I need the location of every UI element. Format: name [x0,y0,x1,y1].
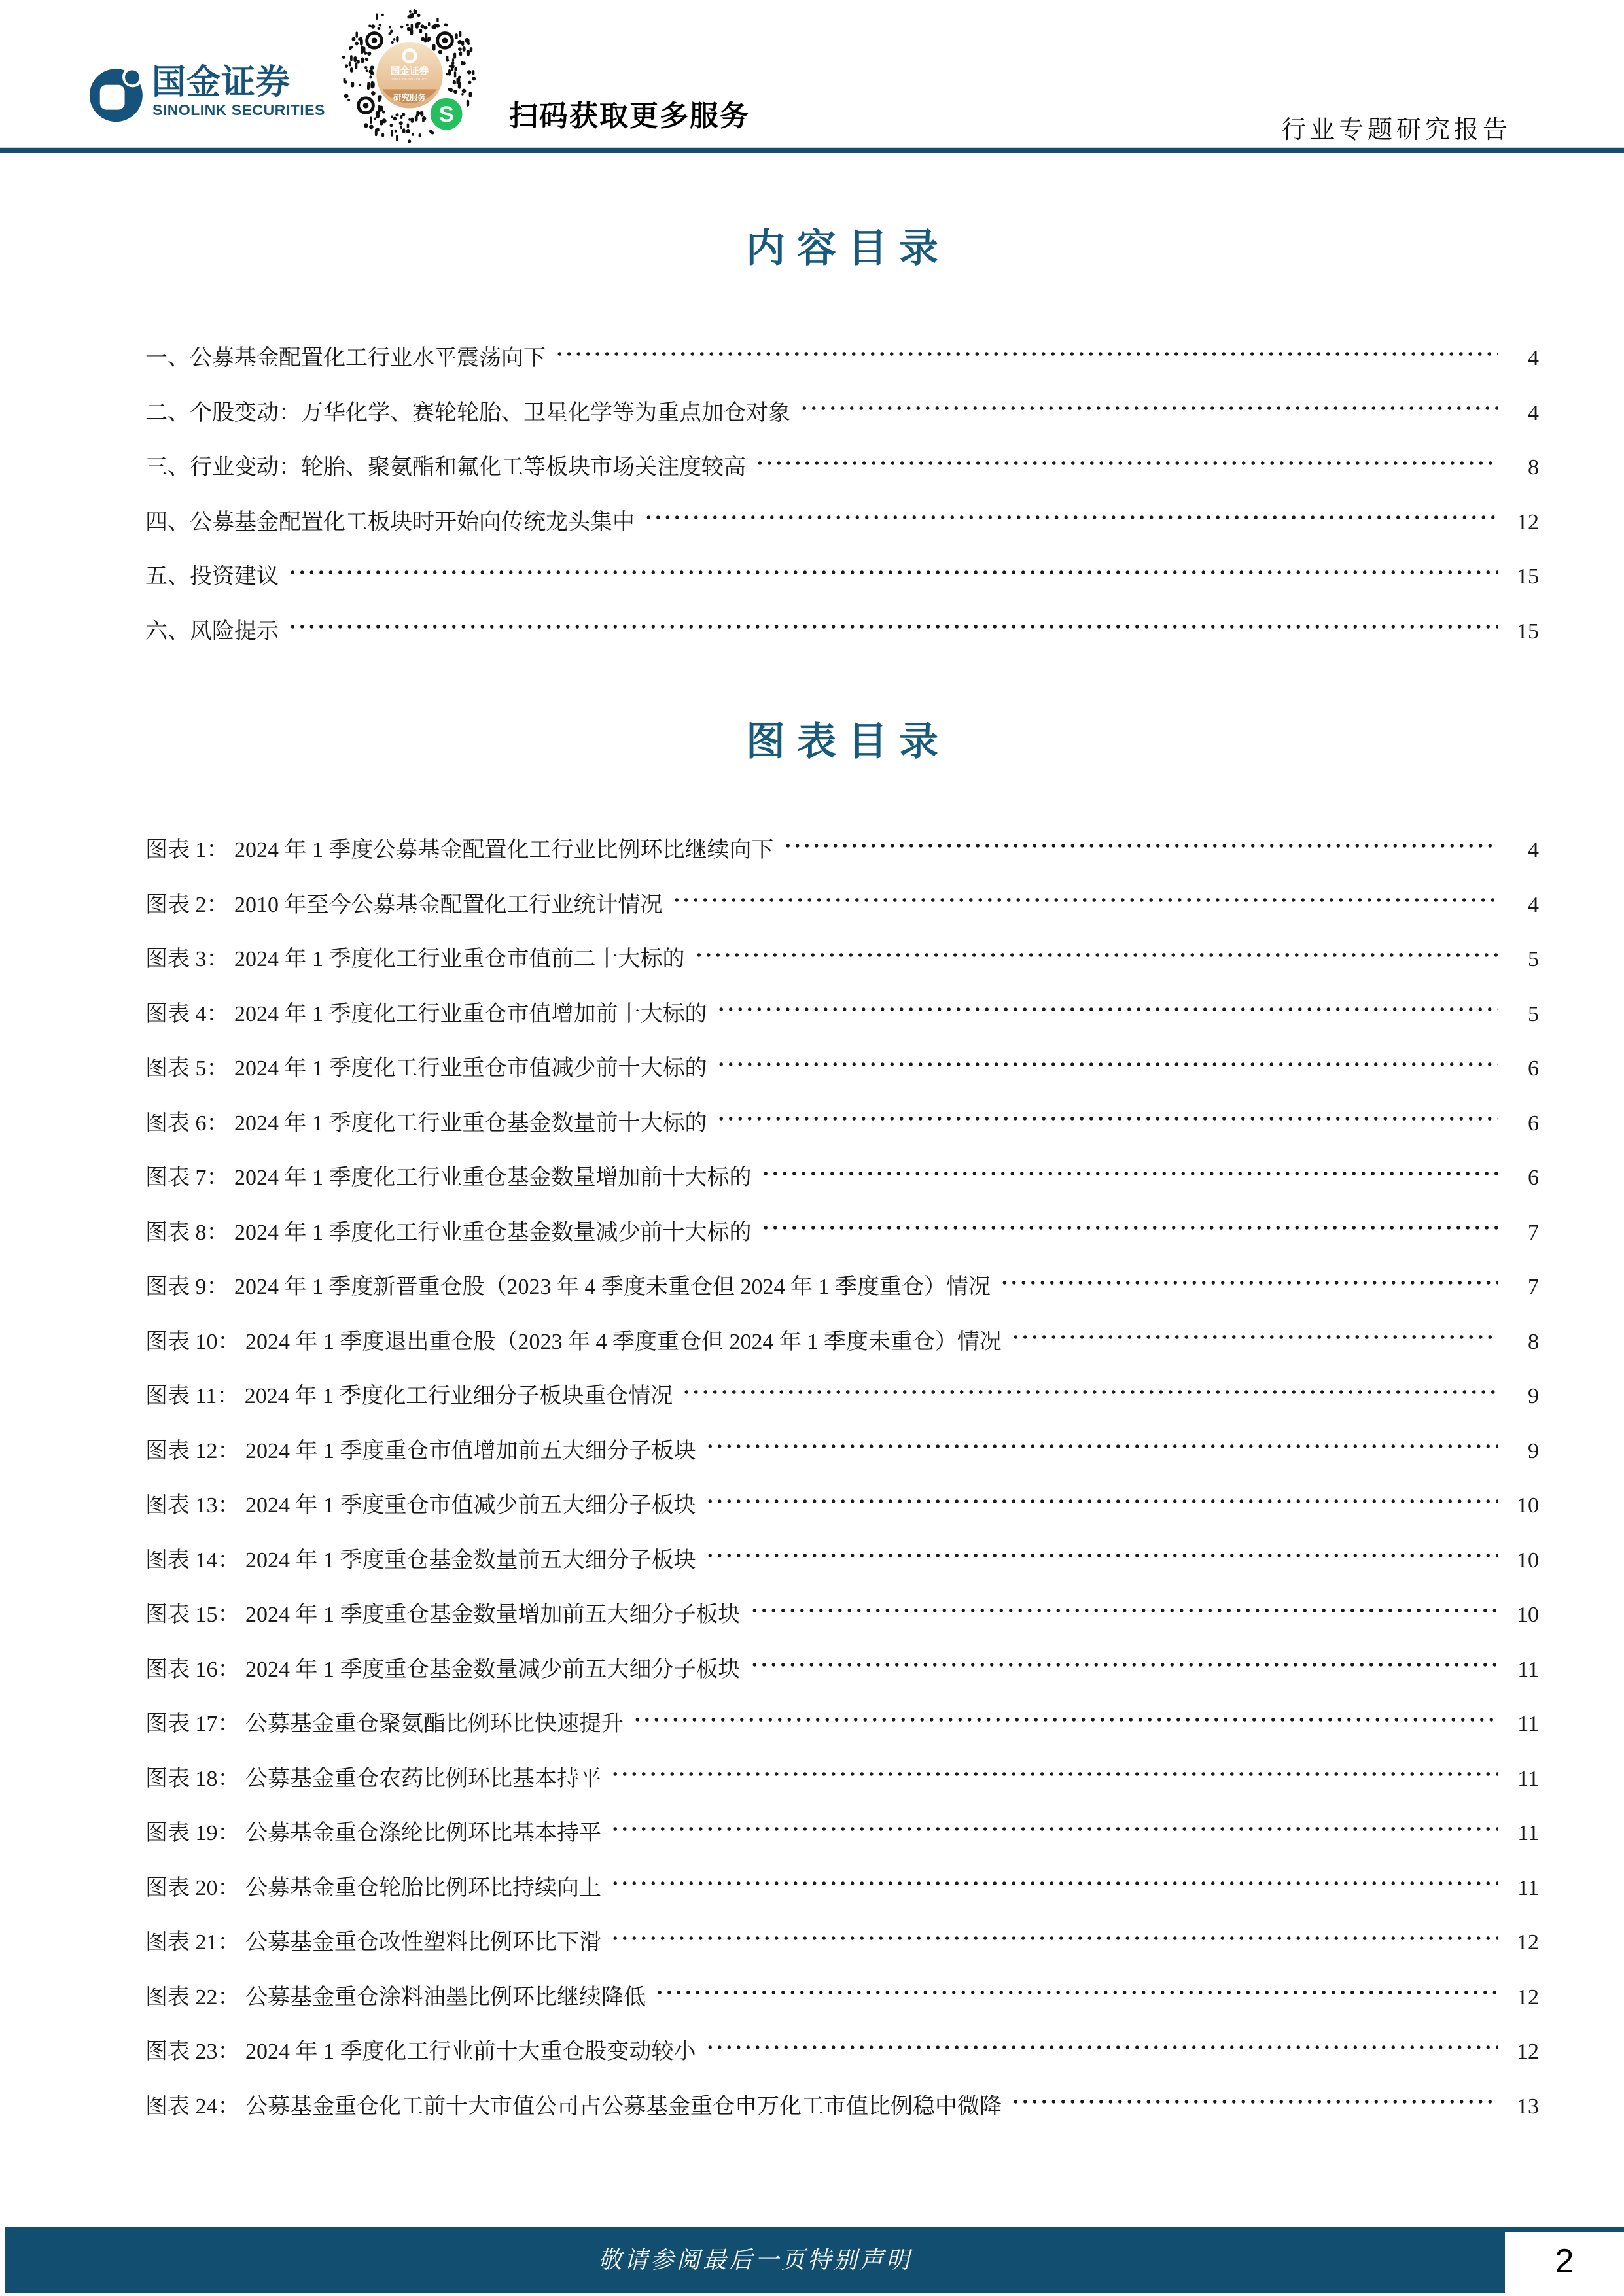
dotted-leader [755,459,1498,467]
toc-entry[interactable] [145,327,1539,382]
entry-page-number: 6 [1528,1166,1539,1191]
figure-entry[interactable] [145,1037,1539,1092]
entry-label: 图表 23： 2024 年 1 季度化工行业前十大重仓股变动较小 [145,2040,696,2064]
dotted-leader [288,568,1498,576]
qr-center-badge [376,42,443,109]
svg-text:研究服务: 研究服务 [393,93,426,103]
figure-entry[interactable] [145,1365,1539,1420]
dotted-leader [655,1989,1498,1996]
dotted-leader [705,1442,1499,1450]
page-number-box [1505,2227,1624,2293]
entry-label: 图表 12： 2024 年 1 季度重仓市值增加前五大细分子板块 [145,1438,696,1463]
dotted-leader [633,1716,1498,1724]
footer-bar [5,2227,1505,2293]
entry-label: 六、风险提示 [145,619,279,644]
dotted-leader [610,1770,1498,1778]
entry-page-number: 5 [1528,947,1539,972]
figure-entry[interactable] [145,2076,1539,2131]
dotted-leader [800,404,1498,412]
svg-text:S: S [438,102,454,128]
entry-label: 四、公募基金配置化工板块时开始向传统龙头集中 [145,510,635,534]
entry-label: 图表 14： 2024 年 1 季度重仓基金数量前五大细分子板块 [145,1548,696,1573]
figure-entry[interactable] [145,983,1539,1038]
dotted-leader [610,1879,1498,1887]
entry-page-number: 5 [1528,1001,1539,1026]
contents-list [145,327,1539,655]
entry-label: 图表 21： 公募基金重仓改性塑料比例环比下滑 [145,1930,601,1955]
entry-label: 图表 15： 2024 年 1 季度重仓基金数量增加前五大细分子板块 [145,1603,741,1627]
entry-page-number: 4 [1528,838,1539,863]
entry-page-number: 12 [1517,2040,1539,2064]
entry-label: 一、公募基金配置化工行业水平震荡向下 [145,346,546,371]
figure-entry[interactable] [145,1584,1539,1639]
footer-disclaimer: 敬请参阅最后一页特别声明 [597,2247,912,2273]
entry-page-number: 9 [1528,1384,1539,1409]
entry-page-number: 15 [1517,565,1539,589]
entry-label: 图表 17： 公募基金重仓聚氨酯比例环比快速提升 [145,1712,624,1737]
entry-page-number: 4 [1528,346,1539,371]
entry-label: 三、行业变动：轮胎、聚氨酯和氟化工等板块市场关注度较高 [145,455,746,480]
dotted-leader [555,350,1498,358]
dotted-leader [288,623,1498,631]
entry-label: 图表 13： 2024 年 1 季度重仓市值减少前五大细分子板块 [145,1493,696,1518]
header-divider [0,148,1624,153]
entry-label: 图表 8： 2024 年 1 季度化工行业重仓基金数量减少前十大标的 [145,1220,752,1245]
entry-page-number: 10 [1517,1603,1539,1627]
entry-page-number: 7 [1528,1220,1539,1245]
entry-page-number: 11 [1517,1766,1539,1791]
entry-page-number: 8 [1528,1329,1539,1354]
entry-label: 图表 24： 公募基金重仓化工前十大市值公司占公募基金重仓申万化工市值比例稳中微降 [145,2094,1002,2119]
entry-label: 图表 11： 2024 年 1 季度化工行业细分子板块重仓情况 [145,1384,673,1409]
dotted-leader [705,2044,1499,2051]
figure-entry[interactable] [145,1693,1539,1748]
entry-label: 图表 5： 2024 年 1 季度化工行业重仓市值减少前十大标的 [145,1056,707,1081]
toc-entry[interactable] [145,436,1539,491]
dotted-leader [705,1552,1499,1559]
figure-entry[interactable] [145,2021,1539,2076]
figure-entry[interactable] [145,1966,1539,2021]
entry-page-number: 12 [1517,1930,1539,1955]
entry-label: 图表 4： 2024 年 1 季度化工行业重仓市值增加前十大标的 [145,1001,707,1026]
entry-label: 图表 1： 2024 年 1 季度公募基金配置化工行业比例环比继续向下 [145,838,774,863]
page-number: 2 [1555,2242,1574,2280]
figure-entry[interactable] [145,1802,1539,1857]
figure-entry[interactable] [145,819,1539,874]
entry-label: 图表 7： 2024 年 1 季度化工行业重仓基金数量增加前十大标的 [145,1166,752,1191]
svg-text:国金证券: 国金证券 [390,66,429,77]
dotted-leader [750,1661,1499,1669]
entry-page-number: 7 [1528,1275,1539,1300]
entry-page-number: 11 [1517,1875,1539,1900]
entry-label: 图表 3： 2024 年 1 季度化工行业重仓市值前二十大标的 [145,947,685,972]
entry-page-number: 10 [1517,1548,1539,1573]
entry-label: 图表 6： 2024 年 1 季度化工行业重仓基金数量前十大标的 [145,1111,707,1136]
entry-page-number: 15 [1517,619,1539,644]
wechat-channels-icon [429,96,464,131]
figure-entry[interactable] [145,1639,1539,1694]
entry-label: 图表 10： 2024 年 1 季度退出重仓股（2023 年 4 季度重仓但 2024 年 1 季度未重仓）情况 [145,1329,1002,1354]
figure-entry[interactable] [145,1857,1539,1912]
contents-section-title: 内容目录 [746,227,950,270]
dotted-leader [644,513,1498,521]
figure-entry[interactable] [145,1311,1539,1366]
entry-page-number: 12 [1517,1985,1539,2009]
dotted-leader [750,1607,1499,1614]
figure-entry[interactable] [145,1474,1539,1529]
dotted-leader [1011,2098,1498,2106]
dotted-leader [1000,1279,1498,1287]
sinolink-logo-icon [89,65,147,122]
logo-en-text: SINOLINK SECURITIES [152,101,325,118]
dotted-leader [761,1224,1499,1232]
figure-entry[interactable] [145,1147,1539,1202]
svg-text:SINOLINK SECURITIES: SINOLINK SECURITIES [391,78,428,82]
toc-entry[interactable] [145,382,1539,437]
figure-entry[interactable] [145,1256,1539,1311]
entry-label: 图表 18： 公募基金重仓农药比例环比基本持平 [145,1766,601,1791]
dotted-leader [1011,1333,1498,1341]
dotted-leader [694,951,1499,959]
figure-entry[interactable] [145,1529,1539,1584]
figures-section-title: 图表目录 [746,720,950,763]
figure-entry[interactable] [145,1092,1539,1147]
figures-list [145,819,1539,2130]
dotted-leader [716,1005,1499,1013]
figure-entry[interactable] [145,1420,1539,1475]
entry-page-number: 4 [1528,892,1539,917]
entry-page-number: 6 [1528,1056,1539,1081]
report-type-label: 行业专题研究报告 [1280,116,1511,144]
entry-label: 图表 9： 2024 年 1 季度新晋重仓股（2023 年 4 季度未重仓但 2024 年 1 季度重仓）情况 [145,1275,991,1300]
entry-page-number: 13 [1517,2094,1539,2119]
dotted-leader [783,842,1499,850]
entry-page-number: 11 [1517,1821,1539,1846]
figure-entry[interactable] [145,928,1539,983]
entry-page-number: 11 [1517,1657,1539,1682]
dotted-leader [672,896,1499,904]
figure-entry[interactable] [145,1748,1539,1803]
dotted-leader [682,1388,1498,1396]
dotted-leader [716,1115,1499,1122]
entry-label: 图表 20： 公募基金重仓轮胎比例环比持续向上 [145,1875,601,1900]
dotted-leader [716,1060,1499,1068]
toc-entry[interactable] [145,600,1539,655]
dotted-leader [610,1934,1498,1942]
entry-label: 图表 22： 公募基金重仓涂料油墨比例环比继续降低 [145,1985,646,2009]
toc-entry[interactable] [145,491,1539,546]
figure-entry[interactable] [145,1911,1539,1966]
entry-page-number: 11 [1517,1712,1539,1737]
toc-entry[interactable] [145,546,1539,600]
entry-label: 图表 16： 2024 年 1 季度重仓基金数量减少前五大细分子板块 [145,1657,741,1682]
qr-caption: 扫码获取更多服务 [509,100,750,132]
figure-entry[interactable] [145,874,1539,929]
entry-page-number: 8 [1528,455,1539,480]
entry-label: 五、投资建议 [145,565,279,589]
entry-label: 二、个股变动：万华化学、赛轮轮胎、卫星化学等为重点加仓对象 [145,400,790,425]
entry-page-number: 4 [1528,400,1539,425]
dotted-leader [705,1497,1499,1505]
dotted-leader [610,1825,1498,1833]
entry-page-number: 10 [1517,1493,1539,1518]
entry-page-number: 12 [1517,510,1539,534]
qr-code [339,7,480,148]
entry-label: 图表 2： 2010 年至今公募基金配置化工行业统计情况 [145,892,663,917]
dotted-leader [761,1170,1499,1177]
logo-cn-text: 国金证券 [152,63,291,101]
entry-label: 图表 19： 公募基金重仓涤纶比例环比基本持平 [145,1821,601,1846]
entry-page-number: 6 [1528,1111,1539,1136]
figure-entry[interactable] [145,1202,1539,1257]
entry-page-number: 9 [1528,1438,1539,1463]
